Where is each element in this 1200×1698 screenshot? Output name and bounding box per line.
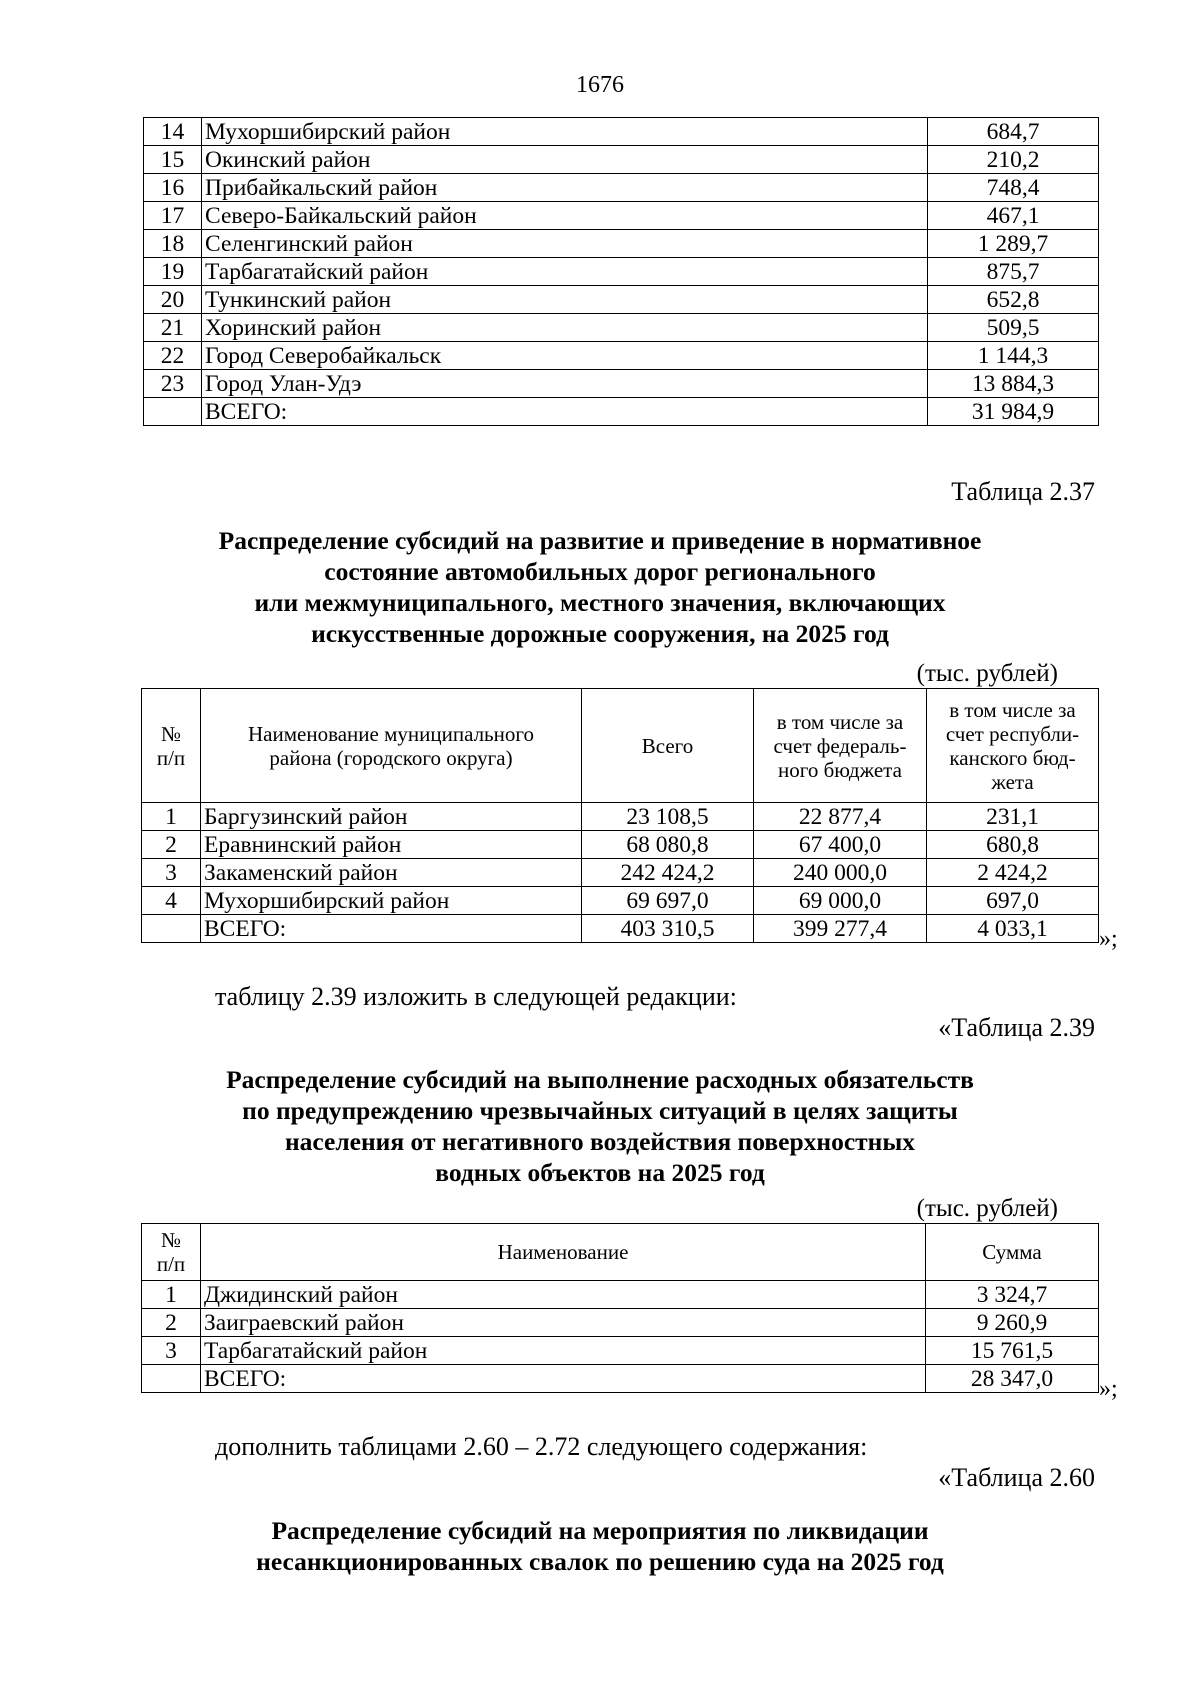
header-federal-line: счет федераль- <box>773 733 907 758</box>
table-cell: 748,4 <box>928 174 1099 202</box>
table-cell: 1 144,3 <box>928 342 1099 370</box>
header-total: Всего <box>582 689 754 803</box>
table-cell: Тарбагатайский район <box>201 1337 926 1365</box>
header-republic-line: канского бюд- <box>949 745 1076 770</box>
header-republic-line: жета <box>991 769 1034 794</box>
table-row <box>142 803 1099 831</box>
table-cell: 3 <box>142 1337 201 1365</box>
title-line: Распределение субсидий на выполнение расходных обязательств <box>226 1065 974 1094</box>
header-num-line: № <box>160 721 182 746</box>
header-federal-line: ного бюджета <box>778 757 902 782</box>
table-cell <box>142 1365 201 1393</box>
table-cell <box>142 915 201 943</box>
header-num-line: № <box>160 1228 182 1252</box>
total-row <box>144 398 1099 426</box>
table-cell: Мухоршибирский район <box>202 118 928 146</box>
table-cell: 14 <box>144 118 202 146</box>
table-cell: 22 <box>144 342 202 370</box>
table-cell: 19 <box>144 258 202 286</box>
table-cell: Прибайкальский район <box>202 174 928 202</box>
total-value: 4 033,1 <box>927 915 1099 943</box>
table-cell: 1 <box>142 1281 201 1309</box>
total-row <box>142 915 1099 943</box>
table-row <box>144 314 1099 342</box>
table-cell: 697,0 <box>927 887 1099 915</box>
table-239-closing: »; <box>1099 1376 1118 1402</box>
table-cell: 4 <box>142 887 201 915</box>
header-federal <box>754 689 927 803</box>
table-cell: 509,5 <box>928 314 1099 342</box>
table-cell: 210,2 <box>928 146 1099 174</box>
table-237-caption: Таблица 2.37 <box>951 477 1095 506</box>
table-cell: 684,7 <box>928 118 1099 146</box>
table-cell: 68 080,8 <box>582 831 754 859</box>
table-260-caption: «Таблица 2.60 <box>938 1463 1095 1492</box>
table-cell: 22 877,4 <box>754 803 927 831</box>
table-cell: Баргузинский район <box>201 803 582 831</box>
table-row <box>142 831 1099 859</box>
table-cell: 2 <box>142 831 201 859</box>
table-cell: 3 <box>142 859 201 887</box>
table-cell: Заиграевский район <box>201 1309 926 1337</box>
table-cell: 18 <box>144 230 202 258</box>
table-row <box>144 202 1099 230</box>
table-row <box>144 342 1099 370</box>
table-cell: Селенгинский район <box>202 230 928 258</box>
title-line: несанкционированных свалок по решению суда на 2025 год <box>256 1547 944 1576</box>
table-237-unit: (тыс. рублей) <box>916 660 1058 687</box>
table-cell: 1 <box>142 803 201 831</box>
table-row <box>144 370 1099 398</box>
table-cell: 242 424,2 <box>582 859 754 887</box>
table-cell: 15 <box>144 146 202 174</box>
table-237 <box>141 688 1099 943</box>
title-line: Распределение субсидий на мероприятия по ликвидации <box>271 1516 929 1545</box>
header-name <box>201 689 582 803</box>
table-239 <box>141 1223 1099 1393</box>
table-row <box>142 887 1099 915</box>
header-republic <box>927 689 1099 803</box>
header-republic-line: счет республи- <box>945 721 1080 746</box>
total-value: 399 277,4 <box>754 915 927 943</box>
page-number: 1676 <box>576 72 624 98</box>
table-cell: 652,8 <box>928 286 1099 314</box>
table-239-unit: (тыс. рублей) <box>916 1195 1058 1222</box>
table-cell: 2 <box>142 1309 201 1337</box>
total-value: 28 347,0 <box>926 1365 1099 1393</box>
total-value: 31 984,9 <box>928 398 1099 426</box>
title-line: по предупреждению чрезвычайных ситуаций в целях защиты <box>242 1096 958 1125</box>
table-cell <box>144 398 202 426</box>
total-value: 403 310,5 <box>582 915 754 943</box>
title-line: состояние автомобильных дорог регионального <box>324 557 876 586</box>
paragraph-add-tables: дополнить таблицами 2.60 – 2.72 следующего содержания: <box>215 1432 868 1461</box>
table-cell: 1 289,7 <box>928 230 1099 258</box>
table-row <box>144 286 1099 314</box>
title-line: Распределение субсидий на развитие и приведение в нормативное <box>218 526 982 555</box>
table-row <box>144 118 1099 146</box>
header-num-line: п/п <box>156 745 186 770</box>
header-sum: Сумма <box>926 1224 1099 1281</box>
table-row <box>144 174 1099 202</box>
header-num-line: п/п <box>156 1252 186 1276</box>
table-row <box>142 859 1099 887</box>
table-cell: Хоринский район <box>202 314 928 342</box>
table-continuation <box>143 117 1099 426</box>
table-cell: 23 108,5 <box>582 803 754 831</box>
table-cell: 3 324,7 <box>926 1281 1099 1309</box>
table-cell: Тарбагатайский район <box>202 258 928 286</box>
table-cell: 21 <box>144 314 202 342</box>
header-name-line: района (городского округа) <box>269 745 513 770</box>
table-cell: 9 260,9 <box>926 1309 1099 1337</box>
header-num <box>142 689 201 803</box>
table-239-header-row <box>142 1224 1099 1281</box>
header-republic-line: в том числе за <box>949 697 1076 722</box>
total-label: ВСЕГО: <box>202 398 928 426</box>
header-name-line: Наименование муниципального <box>248 721 534 746</box>
table-cell: 13 884,3 <box>928 370 1099 398</box>
table-cell: Джидинский район <box>201 1281 926 1309</box>
table-cell: Мухоршибирский район <box>201 887 582 915</box>
table-cell: Окинский район <box>202 146 928 174</box>
table-239-title <box>0 1064 1200 1188</box>
table-cell: 875,7 <box>928 258 1099 286</box>
table-cell: 67 400,0 <box>754 831 927 859</box>
table-row <box>144 258 1099 286</box>
header-name: Наименование <box>201 1224 926 1281</box>
table-cell: 680,8 <box>927 831 1099 859</box>
table-cell: Город Северобайкальск <box>202 342 928 370</box>
table-cell: Город Улан-Удэ <box>202 370 928 398</box>
table-row <box>142 1309 1099 1337</box>
table-cell: 69 000,0 <box>754 887 927 915</box>
table-cell: 69 697,0 <box>582 887 754 915</box>
total-label: ВСЕГО: <box>201 915 582 943</box>
table-row <box>144 230 1099 258</box>
header-federal-line: в том числе за <box>776 709 904 734</box>
title-line: искусственные дорожные сооружения, на 2025 год <box>311 619 889 648</box>
table-cell: 23 <box>144 370 202 398</box>
table-cell: Еравнинский район <box>201 831 582 859</box>
table-row <box>142 1281 1099 1309</box>
title-line: населения от негативного воздействия поверхностных <box>284 1127 916 1156</box>
table-cell: 240 000,0 <box>754 859 927 887</box>
title-line: или межмуниципального, местного значения, включающих <box>254 588 946 617</box>
paragraph-table-239-intro: таблицу 2.39 изложить в следующей редакции: <box>215 982 737 1011</box>
table-cell: 16 <box>144 174 202 202</box>
table-237-header-row <box>142 689 1099 803</box>
total-label: ВСЕГО: <box>201 1365 926 1393</box>
table-260-title <box>0 1515 1200 1577</box>
total-row <box>142 1365 1099 1393</box>
table-237-closing: »; <box>1099 926 1118 952</box>
table-239-caption: «Таблица 2.39 <box>938 1013 1095 1042</box>
table-row <box>142 1337 1099 1365</box>
table-row <box>144 146 1099 174</box>
table-237-title <box>0 525 1200 649</box>
table-cell: 20 <box>144 286 202 314</box>
table-cell: 15 761,5 <box>926 1337 1099 1365</box>
table-cell: 17 <box>144 202 202 230</box>
table-cell: 2 424,2 <box>927 859 1099 887</box>
table-cell: Закаменский район <box>201 859 582 887</box>
title-line: водных объектов на 2025 год <box>435 1158 765 1187</box>
table-cell: Тункинский район <box>202 286 928 314</box>
header-num <box>142 1224 201 1281</box>
table-cell: Северо-Байкальский район <box>202 202 928 230</box>
table-cell: 467,1 <box>928 202 1099 230</box>
table-cell: 231,1 <box>927 803 1099 831</box>
